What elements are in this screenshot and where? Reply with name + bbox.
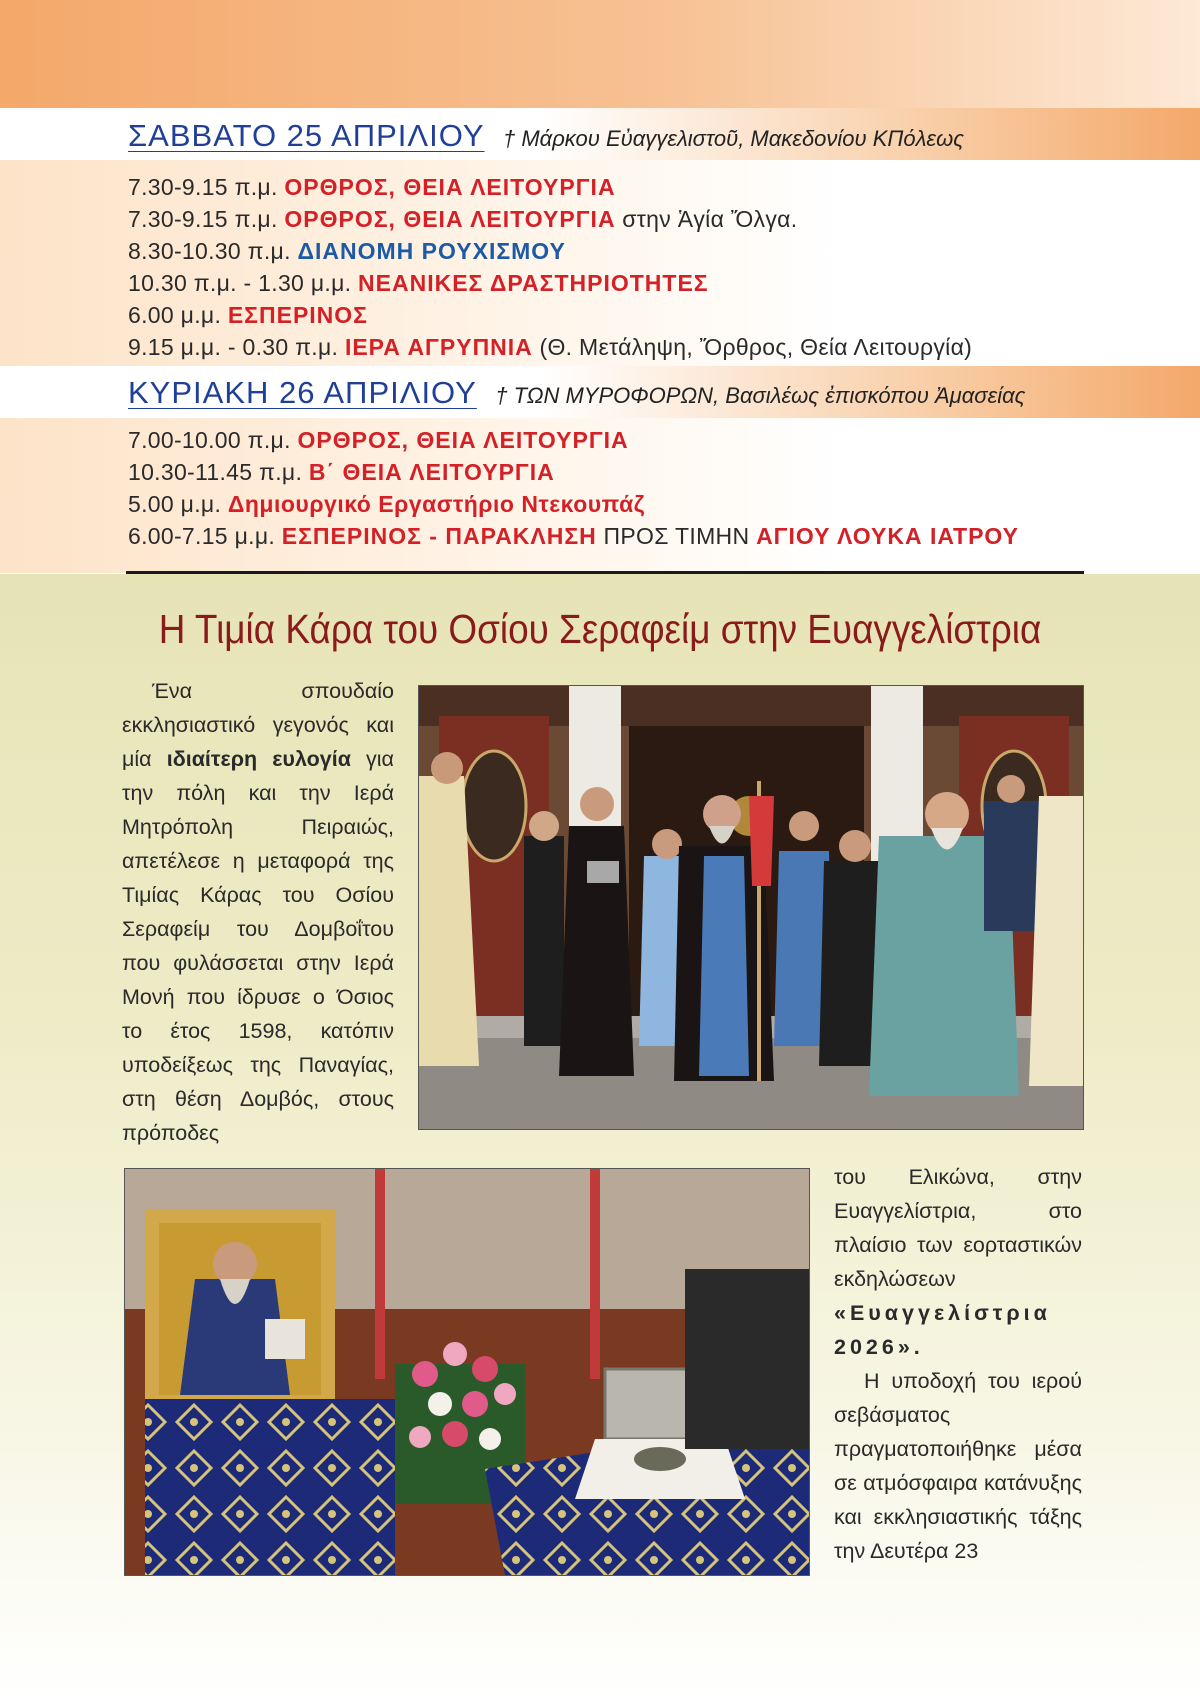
schedule-row bbox=[128, 206, 797, 233]
schedule-row bbox=[128, 523, 1019, 550]
schedule-row bbox=[128, 270, 709, 297]
row-event: ΟΡΘΡΟΣ, ΘΕΙΑ ΛΕΙΤΟΥΡΓΙΑ bbox=[284, 206, 616, 232]
sunday-heading bbox=[128, 375, 1025, 411]
photo-clergy-procession bbox=[418, 685, 1084, 1130]
row-time: 10.30-11.45 π.μ. bbox=[128, 459, 303, 485]
row-time: 6.00 μ.μ. bbox=[128, 302, 222, 328]
procession-illustration bbox=[419, 686, 1083, 1129]
row-time: 5.00 μ.μ. bbox=[128, 491, 222, 517]
row-event: ΕΣΠΕΡΙΝΟΣ bbox=[227, 302, 368, 328]
sunday-feast: † ΤΩΝ ΜΥΡΟΦΟΡΩΝ, Βασιλέως ἐπισκόπου Ἀμασείας bbox=[495, 383, 1026, 408]
row-event: ΟΡΘΡΟΣ, ΘΕΙΑ ΛΕΙΤΟΥΡΓΙΑ bbox=[297, 427, 629, 453]
saturday-heading bbox=[128, 118, 964, 154]
sunday-title: ΚΥΡΙΑΚΗ 26 ΑΠΡΙΛΙΟΥ bbox=[128, 375, 477, 410]
row-time: 7.30-9.15 π.μ. bbox=[128, 174, 278, 200]
schedule-row bbox=[128, 174, 616, 201]
row-event: Δημιουργικό Εργαστήριο Ντεκουπάζ bbox=[227, 491, 645, 517]
article-text: για την πόλη και την Ιερά Μητρόπολη Πειραιώς, απετέλεσε η μεταφορά της Τιμίας Κάρας του Οσίου Σεραφείμ του Δομβοΐτου που φυλάσσεται στην Ιερά Μονή που ίδρυσε ο Όσιος το έτος 1598, κατόπιν υποδείξεως της Παναγίας, στη θέση Δομβός, στους πρόποδες bbox=[122, 747, 394, 1145]
article-right-column bbox=[834, 1160, 1082, 1568]
row-event: ΝΕΑΝΙΚΕΣ ΔΡΑΣΤΗΡΙΟΤΗΤΕΣ bbox=[358, 270, 709, 296]
article-bold-text: ιδιαίτερη ευλογία bbox=[166, 747, 351, 771]
schedule-row bbox=[128, 459, 555, 486]
row-event: Β΄ ΘΕΙΑ ΛΕΙΤΟΥΡΓΙΑ bbox=[308, 459, 555, 485]
schedule-row bbox=[128, 427, 629, 454]
article-title: Η Τιμία Κάρα του Οσίου Σεραφείμ στην Ευαγγελίστρια bbox=[158, 606, 1042, 652]
row-time: 6.00-7.15 μ.μ. bbox=[128, 523, 276, 549]
article-paragraph bbox=[834, 1160, 1082, 1364]
row-time: 7.00-10.00 π.μ. bbox=[128, 427, 291, 453]
article-paragraph: Η υποδοχή του ιερού σεβάσματος πραγματοποιήθηκε μέσα σε ατμόσφαιρα κατάνυξης και εκκλησιαστικής τάξης την Δευτέρα 23 bbox=[834, 1369, 1082, 1563]
row-event: ΟΡΘΡΟΣ, ΘΕΙΑ ΛΕΙΤΟΥΡΓΙΑ bbox=[284, 174, 616, 200]
saturday-feast: † Μάρκου Εὐαγγελιστοῦ, Μακεδονίου ΚΠόλεως bbox=[502, 126, 964, 151]
row-note: ΠΡΟΣ ΤΙΜΗΝ bbox=[603, 523, 750, 549]
schedule-row bbox=[128, 491, 645, 518]
article-left-column bbox=[122, 674, 394, 1150]
article-text: του Ελικώνα, στην Ευαγγελίστρια, στο πλαίσιο των εορταστικών εκδηλώσεων bbox=[834, 1165, 1082, 1291]
row-time: 7.30-9.15 π.μ. bbox=[128, 206, 278, 232]
article-quote: «Ευαγγελίστρια 2026». bbox=[834, 1301, 1051, 1359]
header-band bbox=[0, 0, 1200, 108]
row-note: στην Ἁγία Ὄλγα. bbox=[622, 206, 798, 232]
photo-reliquary-icon bbox=[124, 1168, 810, 1576]
reliquary-illustration bbox=[125, 1169, 809, 1575]
saturday-title: ΣΑΒΒΑΤΟ 25 ΑΠΡΙΛΙΟΥ bbox=[128, 118, 485, 153]
schedule-row bbox=[128, 238, 566, 265]
article-text: Ένα σπουδαίο εκκλησιαστικό γεγονός και μία bbox=[122, 679, 394, 771]
row-time: 8.30-10.30 π.μ. bbox=[128, 238, 291, 264]
row-event: ΙΕΡΑ ΑΓΡΥΠΝΙΑ bbox=[344, 334, 533, 360]
row-event-honoree: ΑΓΙΟΥ ΛΟΥΚΑ ΙΑΤΡΟΥ bbox=[756, 523, 1020, 549]
row-event: ΔΙΑΝΟΜΗ ΡΟΥΧΙΣΜΟΥ bbox=[297, 238, 566, 264]
row-event: ΕΣΠΕΡΙΝΟΣ - ΠΑΡΑΚΛΗΣΗ bbox=[281, 523, 597, 549]
row-time: 9.15 μ.μ. - 0.30 π.μ. bbox=[128, 334, 339, 360]
row-time: 10.30 π.μ. - 1.30 μ.μ. bbox=[128, 270, 352, 296]
schedule-row bbox=[128, 302, 368, 329]
schedule-row bbox=[128, 334, 972, 361]
row-note: (Θ. Μετάληψη, Ὄρθρος, Θεία Λειτουργία) bbox=[539, 334, 973, 360]
